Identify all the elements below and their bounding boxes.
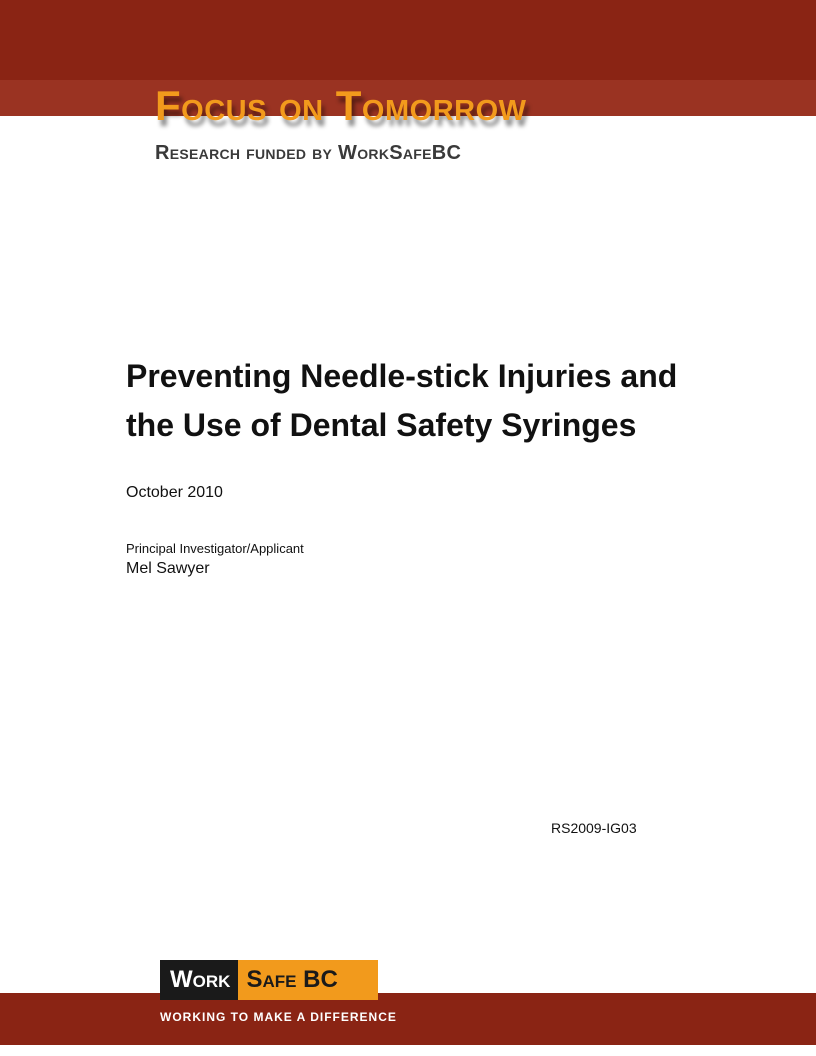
banner-title: Focus on Tomorrow (155, 82, 527, 129)
worksafebc-logo (160, 960, 378, 1000)
logo-work-text: Work (170, 966, 231, 993)
header-band (0, 0, 816, 80)
footer-band (0, 993, 816, 1045)
logo-tagline: WORKING TO MAKE A DIFFERENCE (160, 1010, 397, 1024)
document-title (126, 352, 746, 450)
logo-work-block (160, 960, 238, 1000)
principal-investigator-name: Mel Sawyer (126, 560, 210, 577)
banner-subtitle: Research funded by WorkSafeBC (155, 142, 462, 164)
logo-safebc-text: Safe BC (246, 966, 338, 993)
document-title-line-2: the Use of Dental Safety Syringes (126, 407, 637, 443)
document-title-line-1: Preventing Needle-stick Injuries and (126, 358, 678, 394)
document-date: October 2010 (126, 484, 223, 501)
report-number: RS2009-IG03 (551, 820, 637, 836)
logo-safebc-block (238, 960, 378, 1000)
principal-investigator-label: Principal Investigator/Applicant (126, 541, 304, 556)
